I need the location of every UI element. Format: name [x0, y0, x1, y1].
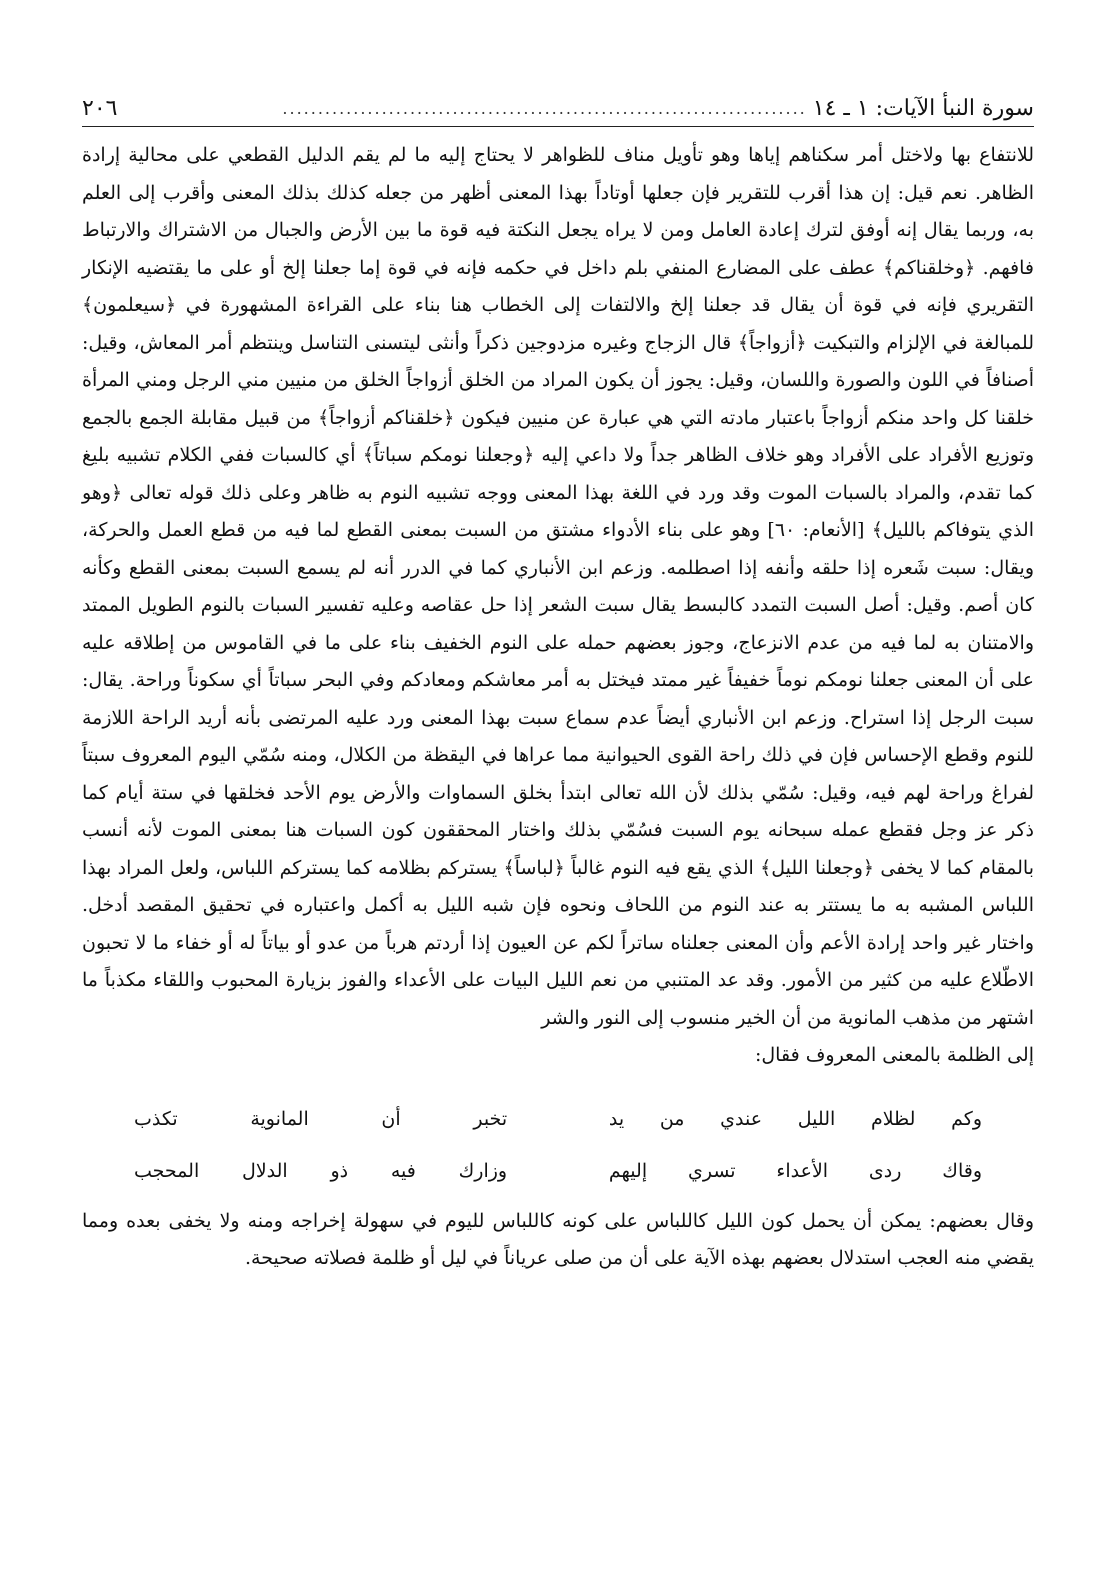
verse-second-hemistich: تخبر أن المانوية تكذب	[134, 1107, 508, 1130]
running-header	[82, 88, 1034, 127]
verse-first-hemistich: وقاك ردى الأعداء تسري إليهم	[608, 1159, 982, 1182]
poem-verse	[134, 1093, 982, 1145]
closing-paragraph: وقال بعضهم: يمكن أن يحمل كون الليل كاللباس على كونه كاللباس لليوم في سهولة إخراجه ومنه ولا يخفى بعده ومما يقضي منه العجب استدلال بعضهم بهذه الآية على أن من صلى عرياناً في ليل أو ظلمة فصلاته صحيحة.	[82, 1209, 1034, 1269]
main-paragraph: للانتفاع بها ولاختل أمر سكناهم إياها وهو تأويل مناف للظواهر لا يحتاج إليه ما لم يقم الدليل القطعي على محالية إرادة الظاهر. نعم قيل: إن هذا أقرب للتقرير فإن جعلها أوتاداً بهذا المعنى أظهر من جعله كذلك بذلك المعنى وأقرب إلى العلم به، وربما يقال إنه أوفق لترك إعادة العامل ومن لا يراه يجعل النكتة فيه قوة ما بين الأرض والجبال من الاشتراك والارتباط فافهم. ﴿وخلقناكم﴾ عطف على المضارع المنفي بلم داخل في حكمه فإنه في قوة إما جعلنا إلخ أو على ما يقتضيه الإنكار التقريري فإنه في قوة أن يقال قد جعلنا إلخ والالتفات إلى الخطاب هنا بناء على القراءة المشهورة في ﴿سيعلمون﴾ للمبالغة في الإلزام والتبكيت ﴿أزواجاً﴾ قال الزجاج وغيره مزدوجين ذكراً وأنثى ليتسنى التناسل وينتظم أمر المعاش، وقيل: أصنافاً في اللون والصورة واللسان، وقيل: يجوز أن يكون المراد من الخلق أزواجاً الخلق من منيين مني الرجل ومني المرأة خلقنا كل واحد منكم أزواجاً باعتبار مادته التي هي عبارة عن منيين فيكون ﴿خلقناكم أزواجاً﴾ من قبيل مقابلة الجمع بالجمع وتوزيع الأفراد على الأفراد وهو خلاف الظاهر جداً ولا داعي إليه ﴿وجعلنا نومكم سباتاً﴾ أي كالسبات ففي الكلام تشبيه بليغ كما تقدم، والمراد بالسبات الموت وقد ورد في اللغة بهذا المعنى ووجه تشبيه النوم به ظاهر وعلى ذلك قوله تعالى ﴿وهو الذي يتوفاكم بالليل﴾ [الأنعام: ٦٠] وهو على بناء الأدواء مشتق من السبت بمعنى القطع لما فيه من قطع العمل والحركة، ويقال: سبت شَعره إذا حلقه وأنفه إذا اصطلمه. وزعم ابن الأنباري كما في الدرر أنه لم يسمع السبت بمعنى القطع وكأنه كان أصم. وقيل: أصل السبت التمدد كالبسط يقال سبت الشعر إذا حل عقاصه وعليه تفسير السبات بالنوم الطويل الممتد والامتنان به لما فيه من عدم الانزعاج، وجوز بعضهم حمله على النوم الخفيف بناء على ما في القاموس من إطلاقه عليه على أن المعنى جعلنا نومكم نوماً خفيفاً غير ممتد فيختل به أمر معاشكم ومعادكم وفي البحر سباتاً أي سكوناً وراحة. يقال: سبت الرجل إذا استراح. وزعم ابن الأنباري أيضاً عدم سماع سبت بهذا المعنى ورد عليه المرتضى بأنه أريد الراحة اللازمة للنوم وقطع الإحساس فإن في ذلك راحة القوى الحيوانية مما عراها في اليقظة من الكلال، ومنه سُمّي اليوم المعروف سبتاً لفراغ وراحة لهم فيه، وقيل: سُمّي بذلك لأن الله تعالى ابتدأ بخلق السماوات والأرض يوم الأحد فخلقها في ستة أيام كما ذكر عز وجل فقطع عمله سبحانه يوم السبت فسُمّي بذلك واختار المحققون كون السبات هنا بمعنى الموت لأنه أنسب بالمقام كما لا يخفى ﴿وجعلنا الليل﴾ الذي يقع فيه النوم غالباً ﴿لباساً﴾ يستركم بظلامه كما يستركم اللباس، ولعل المراد بهذا اللباس المشبه به ما يستتر به عند النوم من اللحاف ونحوه فإن شبه الليل به أكمل واعتباره في تحقيق المقصد أدخل. واختار غير واحد إرادة الأعم وأن المعنى جعلناه ساتراً لكم عن العيون إذا أردتم هرباً من عدو أو بياتاً له أو خفاء ما لا تحبون الاطّلاع عليه من كثير من الأمور. وقد عد المتنبي من نعم الليل البيات على الأعداء والفوز بزيارة المحبوب واللقاء مكذباً ما اشتهر من مذهب المانوية من أن الخير منسوب إلى النور والشر	[82, 144, 1034, 1029]
verse-first-hemistich: وكم لظلام الليل عندي من يد	[608, 1107, 982, 1130]
poem	[134, 1093, 982, 1197]
commentary-body	[82, 137, 1034, 1075]
leader-dots: ..........................................................................	[282, 99, 807, 118]
page-number: ٢٠٦	[82, 96, 118, 121]
poem-intro: إلى الظلمة بالمعنى المعروف فقال:	[754, 1044, 1034, 1066]
verse-second-hemistich: وزارك فيه ذو الدلال المحجب	[134, 1159, 508, 1182]
poem-verse	[134, 1145, 982, 1197]
surah-title: سورة النبأ الآيات: ١ ـ ١٤	[812, 96, 1034, 121]
book-page	[82, 88, 1034, 1538]
